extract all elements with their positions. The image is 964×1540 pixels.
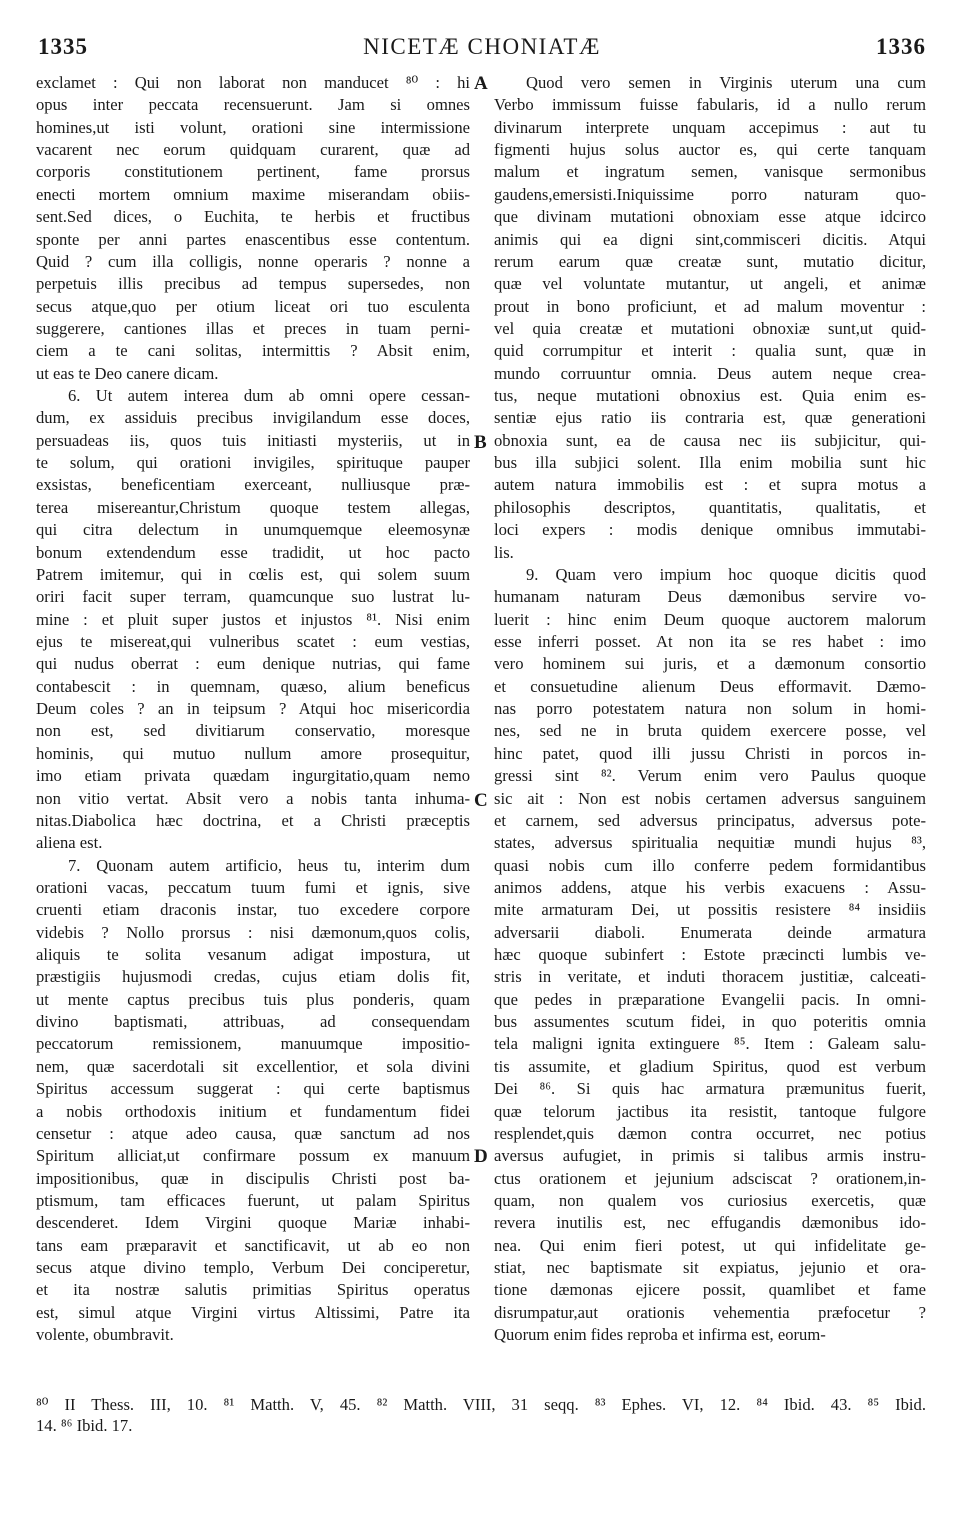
text-line: divino baptismati, attribuas, ad consequendam bbox=[36, 1012, 470, 1032]
text-line: homines,ut isti volunt, orationi sine intermissione bbox=[36, 117, 470, 137]
text-line: gaudens,emersisti.Iniquissime porro naturam quo- bbox=[494, 184, 926, 204]
text-line: et ita nostræ salutis primitias Spiritus operatus bbox=[36, 1280, 470, 1300]
text-line: gressi sint ⁸². Verum enim vero Paulus quoque bbox=[494, 766, 926, 786]
text-line: opus inter peccata recensuerunt. Jam si omnes bbox=[36, 95, 470, 115]
text-line: hinc patet, quod illi jussu Christi in porcos in- bbox=[494, 743, 926, 763]
text-line: animis qui ea digni sint,commisceri dicitis. Atqui bbox=[494, 229, 926, 249]
text-line: a nobis orthodoxis initium et fundamentum fidei bbox=[36, 1101, 470, 1121]
text-line: aversus aufugiet, in primis si talibus armis instru- bbox=[494, 1146, 926, 1166]
text-line: stris in veritate, et induti thoracem justitiæ, calceati- bbox=[494, 967, 926, 987]
text-line: secus atque divino templo, Verbum Dei conciperetur, bbox=[36, 1258, 470, 1278]
text-line: bonum extendendum esse tradidit, ut hoc pacto bbox=[36, 542, 470, 562]
text-line: qui citra delectum in unumquemque eleemosynæ bbox=[36, 520, 470, 540]
margin-mark-b: B bbox=[474, 432, 487, 453]
text-line: corporis constitutionem pertinent, fame prorsus bbox=[36, 162, 470, 182]
text-line: luerit : hinc enim Deum quoque auctorem malorum bbox=[494, 609, 926, 629]
left-column bbox=[36, 72, 470, 1346]
text-line: obnoxia sunt, ea de causa nec iis subjicitur, qui- bbox=[494, 430, 926, 450]
text-line: præstigiis hujusmodi credas, cujus etiam dolis fit, bbox=[36, 967, 470, 987]
text-line: peccatorum remissionem, manuumque impositio- bbox=[36, 1034, 470, 1054]
text-line: et carnem, sed adversus principatus, adversus pote- bbox=[494, 810, 926, 830]
text-line: quæ telorum jactibus ita resistit, tantoque fulgore bbox=[494, 1101, 926, 1121]
text-line: loci expers : modis denique omnibus immutabi- bbox=[494, 520, 926, 540]
text-line: suggerere, cantiones illas et preces in tuam perni- bbox=[36, 318, 470, 338]
text-line: Patrem imitemur, qui in cœlis est, qui solem suum bbox=[36, 564, 470, 584]
text-line: tela maligni ignita extinguere ⁸⁵. Item : Galeam salu- bbox=[494, 1034, 926, 1054]
text-line: ut mente captus precibus tuis plus ponderis, quam bbox=[36, 989, 470, 1009]
text-line: tans eam præparavit et sanctificavit, ut ab eo non bbox=[36, 1235, 470, 1255]
text-line: quæ vel voluntate mutantur, ut angeli, et animæ bbox=[494, 274, 926, 294]
text-line: tis assumite, et gladium Spiritus, quod est verbum bbox=[494, 1056, 926, 1076]
text-line: Quid ? cum illa colligis, nonne operaris ? nonne a bbox=[36, 251, 470, 271]
text-line: hæc quoque subinfert : Estote præcincti lumbis ve- bbox=[494, 945, 926, 965]
text-line: malum et ingratum semen, vanisque sermonibus bbox=[494, 162, 926, 182]
text-line: oriri facit super terram, quamcunque suo lustrat lu- bbox=[36, 587, 470, 607]
text-line: qui nudus oberrat : eum denique nutrias, qui fame bbox=[36, 654, 470, 674]
right-page-number: 1336 bbox=[876, 34, 926, 59]
text-line: vero hominem sui juris, et a dæmonum consortio bbox=[494, 654, 926, 674]
text-line: ptismum, tam efficaces fuerunt, ut palam Spiritus bbox=[36, 1190, 470, 1210]
text-line: ut eas te Deo canere dicam. bbox=[36, 363, 219, 383]
text-line: vel quia creatæ et mutationi obnoxiæ sunt,ut quid- bbox=[494, 318, 926, 338]
text-line: non est, sed divitiarum conservatio, moresque bbox=[36, 721, 470, 741]
text-line: hominis, qui mutuo nullum amore prosequitur, bbox=[36, 743, 470, 763]
text-line: et consuetudine alienum Deus efformavit. Dæmo- bbox=[494, 676, 926, 696]
text-line: Quorum enim fides reproba et infirma est, eorum- bbox=[494, 1325, 826, 1345]
text-line: est, simul atque Virgini virtus Altissimi, Patre ita bbox=[36, 1302, 470, 1322]
text-line: te solum, qui orationi invigiles, spirituque pauper bbox=[36, 453, 470, 473]
text-line: disrumpatur,aut orationis vehementia præfocetur ? bbox=[494, 1302, 926, 1322]
text-line: sent.Sed dices, o Euchita, te herbis et fructibus bbox=[36, 207, 470, 227]
margin-mark-a: A bbox=[474, 73, 488, 94]
text-line: nes, sed ne in bruta quidem exercere posse, vel bbox=[494, 721, 926, 741]
text-line: censetur : atque adeo causa, quæ sanctum ad nos bbox=[36, 1123, 470, 1143]
text-line: cruenti etiam draconis instar, tuo excedere corpore bbox=[36, 900, 470, 920]
text-line: figmenti hujus solus auctor es, qui certe tanquam bbox=[494, 140, 926, 160]
footnotes-line-2: 14. ⁸⁶ Ibid. 17. bbox=[36, 1416, 133, 1435]
text-line: impositionibus, quæ in discipulis Christi post ba- bbox=[36, 1168, 470, 1188]
text-line: enecti mortem omnium maxime miserandam obiis- bbox=[36, 184, 470, 204]
text-line: persuadeas iis, quos tuis initiasti mysteriis, ut in bbox=[36, 430, 470, 450]
text-line: exclamet : Qui non laborat non manducet ⁸⁰ : hi bbox=[36, 73, 470, 92]
text-line: lis. bbox=[494, 542, 514, 562]
text-line: tus, neque mutationi obnoxius est. Quia enim es- bbox=[494, 386, 926, 406]
text-line: prout in bono proficiunt, et ad malum moventur : bbox=[494, 296, 926, 316]
text-line: rerum earum quæ creatæ sunt, mutatio dicitur, bbox=[494, 251, 926, 271]
text-line: ciem a te cani solitas, intermittis ? Absit enim, bbox=[36, 341, 470, 361]
text-line: descenderet. Idem Virgini quoque Mariæ inhabi- bbox=[36, 1213, 470, 1233]
text-line: Verbo immissum fuisse fabularis, id a nullo rerum bbox=[494, 95, 926, 115]
text-line: orationi vacas, peccatum tuum fumi et ignis, sive bbox=[36, 877, 470, 897]
text-line: 9. Quam vero impium hoc quoque dicitis quod bbox=[526, 564, 926, 584]
text-line: bus illa subjici solent. Illa enim mobilia sunt hic bbox=[494, 453, 926, 473]
text-line: esse inferri posset. At non ita se res habet : imo bbox=[494, 631, 926, 651]
text-line: quasi nobis cum illo conferre pedem formidantibus bbox=[494, 855, 926, 875]
text-line: nitas.Diabolica hæc doctrina, et a Christi præceptis bbox=[36, 810, 470, 830]
text-line: vacarent nec eorum quidquam curarent, quæ ad bbox=[36, 140, 470, 160]
text-line: nem, quæ sacerdotali sit excellentior, et sola divini bbox=[36, 1056, 470, 1076]
text-line: Quod vero semen in Virginis uterum una cum bbox=[526, 73, 926, 92]
text-line: philosophis descriptos, quantitatis, qualitatis, et bbox=[494, 497, 926, 517]
text-line: tione dæmonas ejicere possit, quamlibet et fame bbox=[494, 1280, 926, 1300]
text-line: exsistas, beneficentiam exerceant, nulliusque præ- bbox=[36, 475, 470, 495]
text-line: mine : et pluit super justos et injustos ⁸¹. Nisi enim bbox=[36, 609, 470, 629]
text-line: quid corrumpitur et interit : qualia sunt, quæ in bbox=[494, 341, 926, 361]
text-line: revera inutilis est, nec effugandis dæmonibus ido- bbox=[494, 1213, 926, 1233]
text-line: non vitio vertat. Absit vero a nobis tanta inhuma- bbox=[36, 788, 470, 808]
text-line: sic ait : Non est nobis certamen adversus sanguinem bbox=[494, 788, 926, 808]
text-line: 6. Ut autem interea dum ab omni opere cessan- bbox=[68, 386, 470, 406]
text-line: mite armaturam Dei, ut possitis resistere ⁸⁴ insidiis bbox=[494, 900, 926, 920]
text-line: aliena est. bbox=[36, 833, 103, 853]
text-line: states, adversus spiritualia nequitiæ mundi hujus ⁸³, bbox=[494, 833, 926, 853]
text-line: que divinam mutationi obnoxiam esse atque idcirco bbox=[494, 207, 926, 227]
text-line: perpetuis illis precibus ad tempus supersedes, non bbox=[36, 274, 470, 294]
text-line: secus atque,quo per otium liceat ori tuo esculenta bbox=[36, 296, 470, 316]
text-line: imo etiam privata quædam ingurgitatio,quam nemo bbox=[36, 766, 470, 786]
text-line: terea misereantur,Christum quoque testem allegas, bbox=[36, 497, 470, 517]
left-page-number: 1335 bbox=[38, 34, 88, 59]
text-line: Spiritus accessum suggerat : qui certe baptismus bbox=[36, 1079, 470, 1099]
margin-mark-c: C bbox=[474, 790, 488, 811]
text-line: volente, obumbravit. bbox=[36, 1325, 174, 1345]
text-line: ejus te misereat,qui vulneribus scatet : eum vestias, bbox=[36, 631, 470, 651]
text-line: aliquis te solita vesanum adigat impostura, ut bbox=[36, 945, 470, 965]
text-line: sentiæ ejus ratio iis contraria est, quæ generationi bbox=[494, 408, 926, 428]
text-line: ctus orationem et jejunium adsciscat ? orationem,in- bbox=[494, 1168, 926, 1188]
text-line: que pedes in præparatione Evangelii pacis. In omni- bbox=[494, 989, 926, 1009]
footnotes-line-1: ⁸⁰ II Thess. III, 10. ⁸¹ Matth. V, 45. ⁸² Matth. VIII, 31 seqq. ⁸³ Ephes. VI, 12. ⁸⁴ Ibid. 43. ⁸⁵ Ibid. bbox=[36, 1395, 926, 1414]
text-line: nea. Qui enim fieri potest, ut qui infidelitate ge- bbox=[494, 1235, 926, 1255]
text-line: nas porro potestatem natura non solum in homi- bbox=[494, 699, 926, 719]
right-column bbox=[494, 72, 926, 1346]
text-line: divinarum interprete unquam accepimus : aut tu bbox=[494, 117, 926, 137]
text-line: sponte per anni partes enascentibus esse contentum. bbox=[36, 229, 470, 249]
text-line: Dei ⁸⁶. Si quis hac armatura præmunitus fuerit, bbox=[494, 1079, 926, 1099]
text-line: videbis ? Nollo prorsus : nisi dæmonum,quos colis, bbox=[36, 922, 470, 942]
text-line: mundo corruuntur omnia. Deus autem neque crea- bbox=[494, 363, 926, 383]
text-line: stiat, nec baptismate sit expiatus, jejunio et ora- bbox=[494, 1258, 926, 1278]
text-line: humanam naturam Deus dæmonibus servire vo- bbox=[494, 587, 926, 607]
text-line: resplendet,quis dæmon contra occurret, nec potius bbox=[494, 1123, 926, 1143]
text-line: 7. Quonam autem artificio, heus tu, interim dum bbox=[68, 855, 470, 875]
running-header bbox=[38, 34, 926, 64]
margin-mark-d: D bbox=[474, 1146, 488, 1167]
text-line: Spiritum alliciat,ut confirmare possum ex manuum bbox=[36, 1146, 470, 1166]
text-line: contabescit : in quemnam, quæso, alium beneficus bbox=[36, 676, 470, 696]
text-line: animos addens, atque his verbis exacuens : Assu- bbox=[494, 877, 926, 897]
text-line: autem natura immobilis est : et supra motus a bbox=[494, 475, 926, 495]
text-line: adversarii diaboli. Enumerata deinde armatura bbox=[494, 922, 926, 942]
text-line: quam, non qualem vos curiosius exercetis, quæ bbox=[494, 1190, 926, 1210]
running-title: NICETÆ CHONIATÆ bbox=[363, 34, 601, 59]
text-line: bus assumentes scutum fidei, in quo poteritis omnia bbox=[494, 1012, 926, 1032]
text-line: dum, ex assiduis precibus invigilandum esse doces, bbox=[36, 408, 470, 428]
text-line: Deum coles ? an in teipsum ? Atqui hoc misericordia bbox=[36, 699, 470, 719]
